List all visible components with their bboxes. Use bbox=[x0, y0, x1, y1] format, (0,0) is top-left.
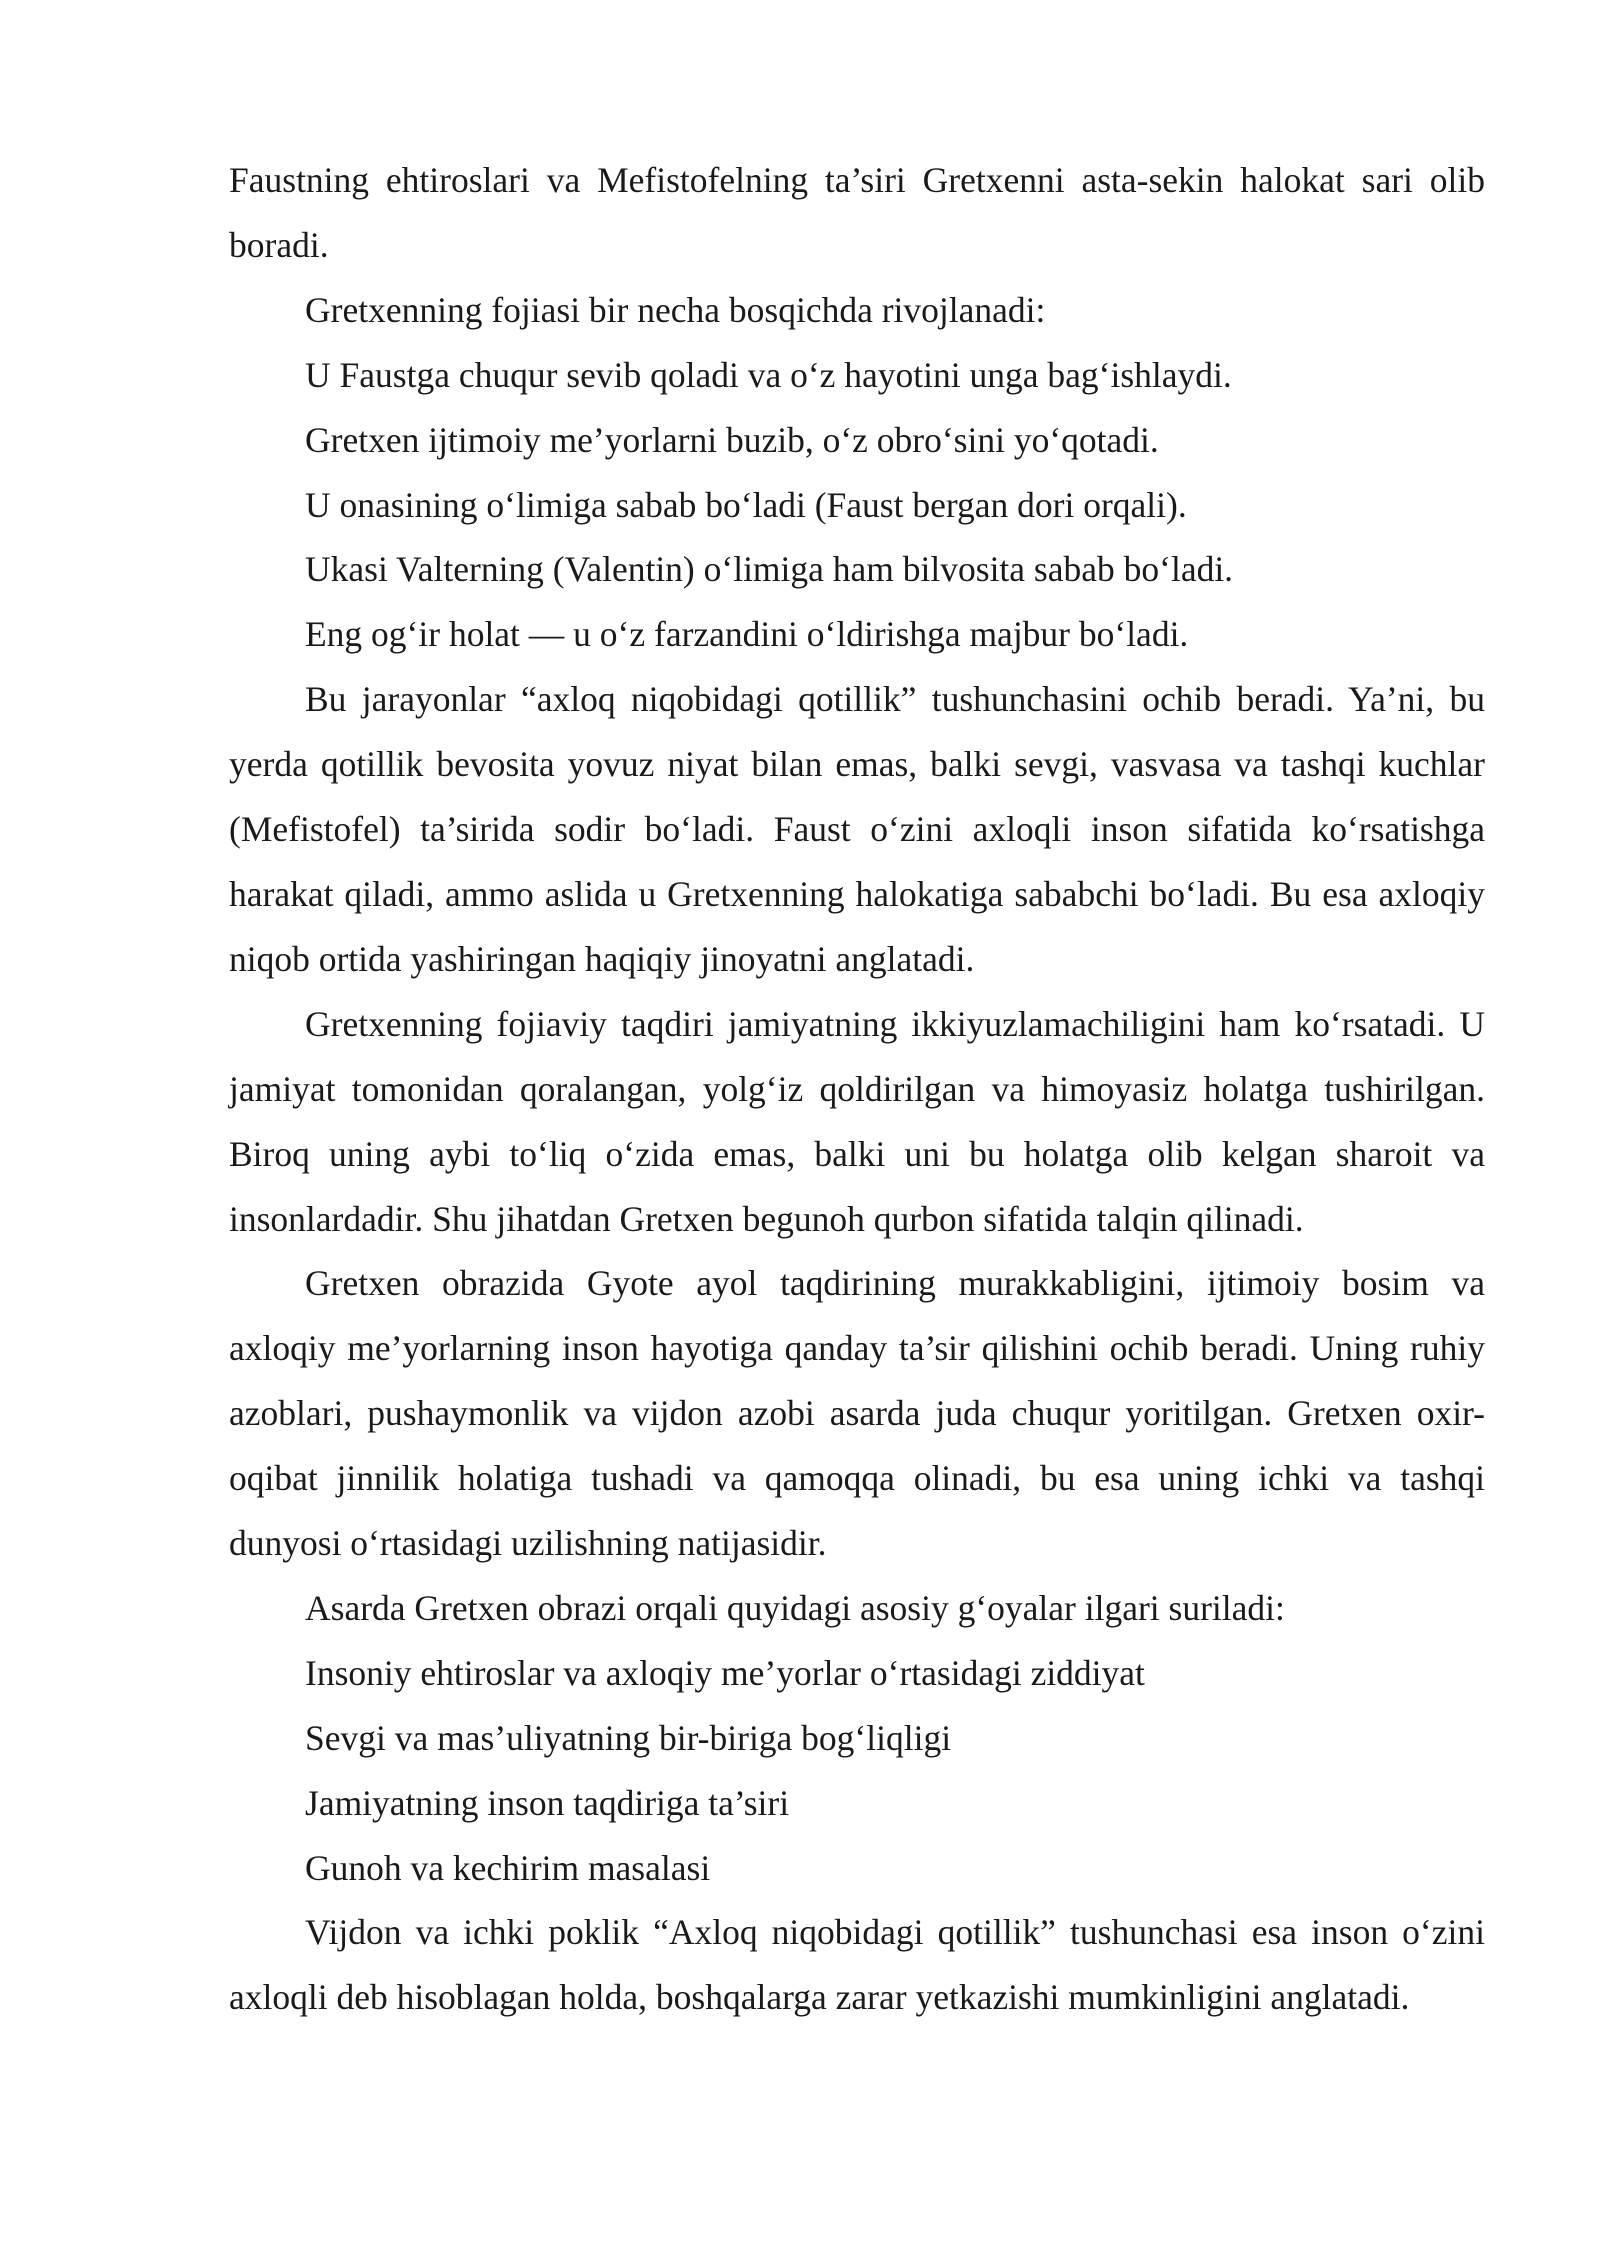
list-item-idea: Gunoh va kechirim masalasi bbox=[305, 1847, 711, 1888]
list-item-idea: Jamiyatning inson taqdiriga ta’siri bbox=[305, 1782, 790, 1823]
paragraph-goethe-image: Gretxen obrazida Gyote ayol taqdirining murakkabligini, ijtimoiy bosim va axloqiy me’yorlarning inson hayotiga qanday ta’sir qilishini ochib beradi. Uning ruhiy azoblari, pushaymonlik va vijdon azobi asarda juda chuqur yoritilgan. Gretxen oxir-oqibat jinnilik holatiga tushadi va qamoqqa olinadi, bu esa uning ichki va tashqi dunyosi o‘rtasidagi uzilishning natijasidir. bbox=[229, 1263, 1485, 1564]
paragraph-conclusion: Vijdon va ichki poklik “Axloq niqobidagi qotillik” tushunchasi esa inson o‘zini axloqli deb hisoblagan holda, boshqalarga zarar yetkazishi mumkinligini anglatadi. bbox=[229, 1912, 1485, 2018]
paragraph-continuation: Faustning ehtiroslari va Mefistofelning ta’siri Gretxenni asta-sekin halokat sari olib boradi. bbox=[229, 160, 1485, 265]
document-body bbox=[229, 148, 1485, 2030]
list-item-idea: Sevgi va mas’uliyatning bir-biriga bog‘liqligi bbox=[305, 1717, 952, 1758]
paragraph-intro-ideas: Asarda Gretxen obrazi orqali quyidagi asosiy g‘oyalar ilgari suriladi: bbox=[305, 1587, 1285, 1628]
list-item-idea: Insoniy ehtiroslar va axloqiy me’yorlar o‘rtasidagi ziddiyat bbox=[305, 1652, 1145, 1693]
list-item-stage: U Faustga chuqur sevib qoladi va o‘z hayotini unga bag‘ishlaydi. bbox=[305, 354, 1232, 395]
paragraph-society-hypocrisy: Gretxenning fojiaviy taqdiri jamiyatning ikkiyuzlamachiligini ham ko‘rsatadi. U jamiyat tomonidan qoralangan, yolg‘iz qoldirilgan va himoyasiz holatga tushirilgan. Biroq uning aybi to‘liq o‘zida emas, balki uni bu holatga olib kelgan sharoit va insonlardadir. Shu jihatdan Gretxen begunoh qurbon sifatida talqin qilinadi. bbox=[229, 1003, 1485, 1239]
list-item-stage: U onasining o‘limiga sabab bo‘ladi (Faust bergan dori orqali). bbox=[305, 484, 1187, 525]
paragraph-moral-mask: Bu jarayonlar “axloq niqobidagi qotillik” tushunchasini ochib beradi. Ya’ni, bu yerda qotillik bevosita yovuz niyat bilan emas, balki sevgi, vasvasa va tashqi kuchlar (Mefistofel) ta’sirida sodir bo‘ladi. Faust o‘zini axloqli inson sifatida ko‘rsatishga harakat qiladi, ammo aslida u Gretxenning halokatiga sababchi bo‘ladi. Bu esa axloqiy niqob ortida yashiringan haqiqiy jinoyatni anglatadi. bbox=[229, 679, 1485, 979]
list-item-stage: Eng og‘ir holat — u o‘z farzandini o‘ldirishga majbur bo‘ladi. bbox=[305, 614, 1189, 655]
paragraph-intro-stages: Gretxenning fojiasi bir necha bosqichda rivojlanadi: bbox=[305, 289, 1046, 330]
list-item-stage: Ukasi Valterning (Valentin) o‘limiga ham bilvosita sabab bo‘ladi. bbox=[305, 549, 1234, 590]
list-item-stage: Gretxen ijtimoiy me’yorlarni buzib, o‘z obro‘sini yo‘qotadi. bbox=[305, 419, 1159, 460]
